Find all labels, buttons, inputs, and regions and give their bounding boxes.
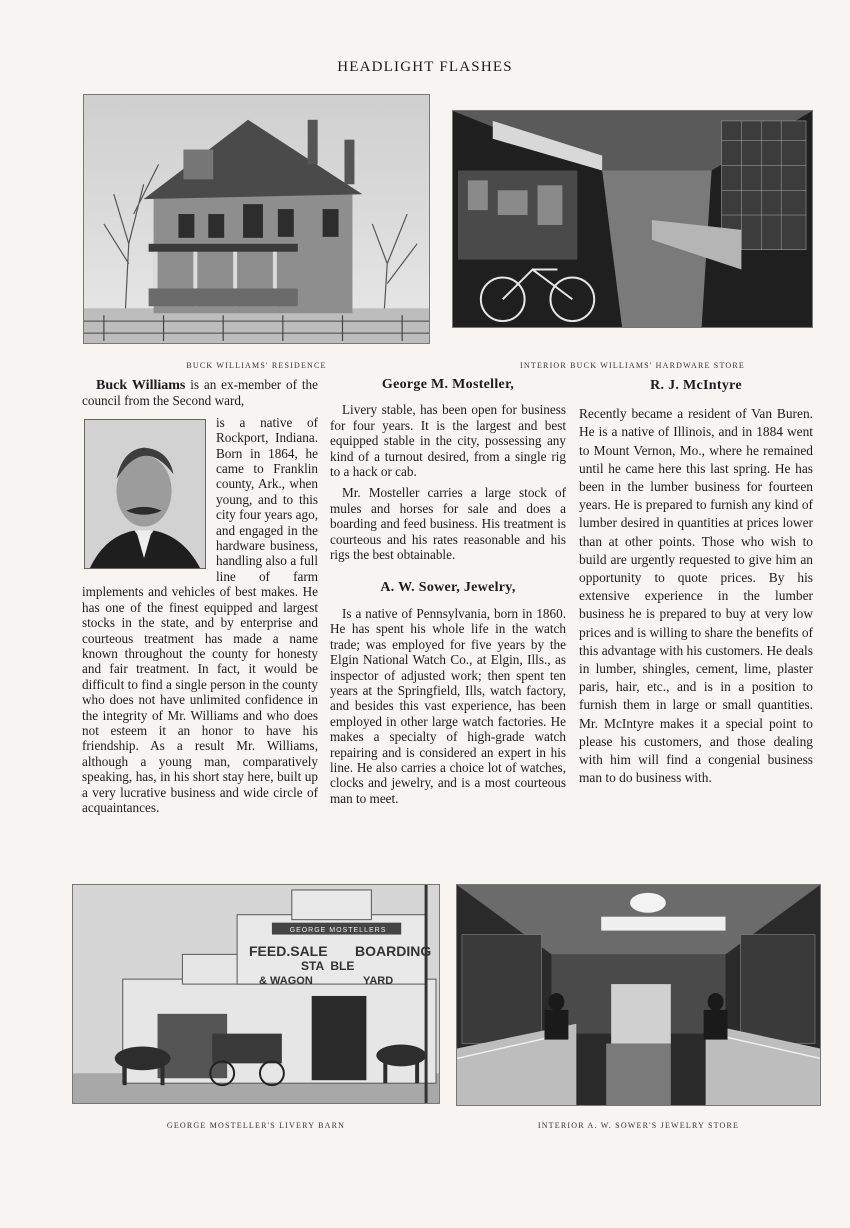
williams-lead-text: is an ex-member of the council from the Second ward,: [82, 377, 318, 409]
mosteller-heading: George M. Mosteller,: [381, 377, 515, 392]
livery-barn-photo: [72, 884, 440, 1104]
residence-caption: BUCK WILLIAMS' RESIDENCE: [186, 361, 327, 370]
mosteller-paragraph-2: Mr. Mosteller carries a large stock of mules and horses for sale and does a boarding and feed business. His treatment is courteous and his rates reasonable and his rigs the best obtainable.: [330, 485, 566, 563]
mcintyre-heading: R. J. McIntyre: [650, 378, 742, 393]
williams-body: is a native of Rockport, Indiana. Born in 1864, he came to Franklin county, Ark., when young, and to this city four years ago, and engaged in the hardware business, handling also a full line of farm implements and vehicles of best makes. He has one of the finest equipped and largest stocks in the state, and by enterprise and courteous treatment has made a name known throughout the county for honesty and fair treatment. In fact, it would be difficult to find a single person in the county who does not have unlimited confidence in the integrity of Mr. Williams and who does not esteem it an honor to have his friendship. As a result Mr. Williams, although a young man, comparatively speaking, has, in his short stay here, built up a very lucrative business and wide circle of acquaintances.: [82, 414, 318, 815]
middle-column: [330, 377, 566, 812]
barn-sign-feed-sale: FEED.SALE: [249, 943, 328, 959]
williams-column: [82, 377, 318, 821]
sower-paragraph-1: Is a native of Pennsylvania, born in 1860. He has spent his whole life in the watch trade; was employed for five years by the Elgin National Watch Co., at Elgin, Ills., as inspector of adjusted work; then spent ten years at the Springfield, Ills, watch factory, and besides this vast experience, has been employed in other large watch factories. He makes a specialty of high-grade watch repairing and is considered an expert in his line. He also carries a choice lot of watches, clocks and jewelry, and is a most courteous man to meet.: [330, 605, 566, 806]
sower-heading: A. W. Sower, Jewelry,: [380, 580, 516, 596]
barn-sign-yard: YARD: [363, 975, 394, 987]
williams-portrait: [84, 419, 206, 569]
barn-sign-boarding: BOARDING: [355, 943, 432, 959]
page-header: HEADLIGHT FLASHES: [337, 59, 513, 75]
barn-sign-top: GEORGE MOSTELLERS: [289, 927, 387, 934]
jewelry-store-caption: INTERIOR A. W. SOWER'S JEWELRY STORE: [537, 1121, 740, 1130]
barn-sign-stable: STA BLE: [301, 959, 355, 973]
mcintyre-column: [579, 377, 813, 787]
mcintyre-paragraph-1: Recently became a resident of Van Buren. He is a native of Illinois, and in 1884 went to Mount Vernon, Mo., where he remained until he came here this last spring. He has been in the lumber business for fourteen years. He is prepared to furnish any kind of lumber desired in quantities at prices lower than at other points. Those who wish to build are urgently requested to give him an opportunity to quote prices. By his extensive experience in the lumber business he is prepared to buy at very low prices and is willing to share the benefits of this advantage with his customers. He deals in lumber, shingles, cement, lime, plaster paris, hair, etc., and is in a position to furnish them in large or small quantities. Mr. McIntyre makes it a special point to please his customers, and those dealing with him will find a congenial business man to do business with.: [579, 406, 813, 786]
hardware-store-caption: INTERIOR BUCK WILLIAMS' HARDWARE STORE: [520, 361, 745, 370]
mosteller-paragraph-1: Livery stable, has been open for business for four years. It is the largest and best equipped stable in the city, possessing any kind of a turnout desired, from a single rig to a hack or cab.: [330, 402, 566, 480]
barn-sign-wagon: & WAGON: [259, 975, 313, 987]
livery-barn-caption: GEORGE MOSTELLER'S LIVERY BARN: [166, 1121, 346, 1130]
jewelry-store-photo: [456, 884, 821, 1106]
residence-photo: [83, 94, 430, 344]
williams-lead-name: Buck Williams: [96, 378, 186, 393]
hardware-store-photo: [452, 110, 813, 328]
